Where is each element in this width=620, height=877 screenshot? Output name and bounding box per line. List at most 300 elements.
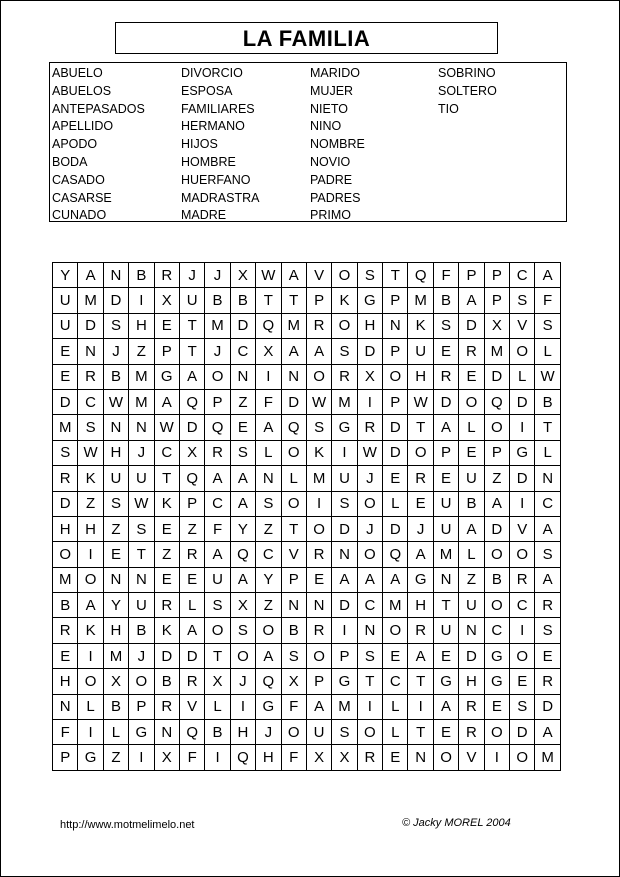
- grid-cell[interactable]: S: [510, 694, 535, 719]
- grid-cell[interactable]: X: [484, 313, 509, 338]
- grid-cell[interactable]: V: [179, 694, 204, 719]
- grid-cell[interactable]: N: [281, 593, 306, 618]
- grid-cell[interactable]: J: [205, 263, 230, 288]
- grid-cell[interactable]: P: [383, 389, 408, 414]
- grid-cell[interactable]: O: [306, 643, 331, 668]
- grid-cell[interactable]: N: [535, 466, 560, 491]
- grid-cell[interactable]: S: [535, 618, 560, 643]
- grid-cell[interactable]: X: [154, 745, 179, 770]
- grid-cell[interactable]: C: [383, 669, 408, 694]
- grid-cell[interactable]: D: [484, 516, 509, 541]
- grid-cell[interactable]: N: [230, 364, 255, 389]
- grid-cell[interactable]: O: [510, 542, 535, 567]
- grid-cell[interactable]: Y: [53, 263, 78, 288]
- grid-cell[interactable]: D: [459, 313, 484, 338]
- grid-cell[interactable]: G: [510, 440, 535, 465]
- grid-cell[interactable]: U: [433, 618, 458, 643]
- grid-cell[interactable]: S: [332, 720, 357, 745]
- grid-cell[interactable]: D: [484, 364, 509, 389]
- grid-cell[interactable]: I: [129, 745, 154, 770]
- grid-cell[interactable]: H: [53, 669, 78, 694]
- grid-cell[interactable]: V: [306, 263, 331, 288]
- grid-cell[interactable]: F: [179, 745, 204, 770]
- grid-cell[interactable]: Y: [103, 593, 128, 618]
- grid-cell[interactable]: P: [332, 643, 357, 668]
- grid-cell[interactable]: G: [154, 364, 179, 389]
- grid-cell[interactable]: Z: [256, 593, 281, 618]
- grid-cell[interactable]: E: [179, 567, 204, 592]
- grid-cell[interactable]: A: [332, 567, 357, 592]
- grid-cell[interactable]: P: [383, 339, 408, 364]
- grid-cell[interactable]: N: [154, 720, 179, 745]
- grid-cell[interactable]: P: [154, 339, 179, 364]
- grid-cell[interactable]: T: [535, 415, 560, 440]
- grid-cell[interactable]: I: [205, 745, 230, 770]
- grid-cell[interactable]: A: [281, 339, 306, 364]
- grid-cell[interactable]: S: [230, 440, 255, 465]
- grid-cell[interactable]: C: [510, 593, 535, 618]
- grid-cell[interactable]: D: [383, 516, 408, 541]
- grid-cell[interactable]: Z: [256, 516, 281, 541]
- grid-cell[interactable]: G: [256, 694, 281, 719]
- grid-cell[interactable]: Y: [230, 516, 255, 541]
- grid-cell[interactable]: I: [408, 694, 433, 719]
- grid-cell[interactable]: A: [256, 643, 281, 668]
- grid-cell[interactable]: L: [179, 593, 204, 618]
- grid-cell[interactable]: S: [357, 643, 382, 668]
- grid-cell[interactable]: X: [357, 364, 382, 389]
- grid-cell[interactable]: N: [383, 313, 408, 338]
- grid-cell[interactable]: O: [510, 643, 535, 668]
- grid-cell[interactable]: S: [281, 643, 306, 668]
- grid-cell[interactable]: S: [332, 339, 357, 364]
- grid-cell[interactable]: O: [306, 364, 331, 389]
- grid-cell[interactable]: L: [256, 440, 281, 465]
- grid-cell[interactable]: O: [433, 745, 458, 770]
- grid-cell[interactable]: I: [78, 542, 103, 567]
- grid-cell[interactable]: R: [53, 618, 78, 643]
- grid-cell[interactable]: F: [256, 389, 281, 414]
- grid-cell[interactable]: W: [306, 389, 331, 414]
- grid-cell[interactable]: M: [129, 389, 154, 414]
- grid-cell[interactable]: P: [433, 440, 458, 465]
- grid-cell[interactable]: K: [332, 288, 357, 313]
- grid-cell[interactable]: K: [154, 491, 179, 516]
- grid-cell[interactable]: S: [357, 263, 382, 288]
- grid-cell[interactable]: J: [129, 643, 154, 668]
- grid-cell[interactable]: N: [281, 364, 306, 389]
- grid-cell[interactable]: H: [408, 593, 433, 618]
- grid-cell[interactable]: C: [78, 389, 103, 414]
- grid-cell[interactable]: P: [179, 491, 204, 516]
- grid-cell[interactable]: M: [535, 745, 560, 770]
- grid-cell[interactable]: D: [103, 288, 128, 313]
- grid-cell[interactable]: M: [383, 593, 408, 618]
- grid-cell[interactable]: E: [383, 745, 408, 770]
- grid-cell[interactable]: B: [433, 288, 458, 313]
- grid-cell[interactable]: A: [459, 516, 484, 541]
- grid-cell[interactable]: X: [205, 669, 230, 694]
- grid-cell[interactable]: Q: [256, 313, 281, 338]
- grid-cell[interactable]: Q: [484, 389, 509, 414]
- grid-cell[interactable]: X: [281, 669, 306, 694]
- grid-cell[interactable]: J: [357, 466, 382, 491]
- grid-cell[interactable]: A: [535, 516, 560, 541]
- grid-cell[interactable]: O: [281, 440, 306, 465]
- grid-cell[interactable]: Z: [129, 339, 154, 364]
- grid-cell[interactable]: N: [103, 415, 128, 440]
- grid-cell[interactable]: P: [459, 263, 484, 288]
- grid-cell[interactable]: W: [408, 389, 433, 414]
- grid-cell[interactable]: E: [383, 643, 408, 668]
- grid-cell[interactable]: G: [332, 415, 357, 440]
- grid-cell[interactable]: C: [256, 542, 281, 567]
- grid-cell[interactable]: M: [78, 288, 103, 313]
- grid-cell[interactable]: S: [103, 313, 128, 338]
- grid-cell[interactable]: O: [357, 491, 382, 516]
- grid-cell[interactable]: J: [230, 669, 255, 694]
- grid-cell[interactable]: Q: [281, 415, 306, 440]
- grid-cell[interactable]: P: [205, 389, 230, 414]
- grid-cell[interactable]: O: [357, 542, 382, 567]
- grid-cell[interactable]: R: [306, 542, 331, 567]
- grid-cell[interactable]: V: [510, 313, 535, 338]
- grid-cell[interactable]: Q: [383, 542, 408, 567]
- grid-cell[interactable]: C: [535, 491, 560, 516]
- grid-cell[interactable]: M: [408, 288, 433, 313]
- grid-cell[interactable]: C: [357, 593, 382, 618]
- grid-cell[interactable]: E: [433, 339, 458, 364]
- grid-cell[interactable]: F: [53, 720, 78, 745]
- grid-cell[interactable]: L: [459, 542, 484, 567]
- grid-cell[interactable]: R: [433, 364, 458, 389]
- grid-cell[interactable]: P: [383, 288, 408, 313]
- website-link[interactable]: http://www.motmelimelo.net: [60, 819, 195, 831]
- grid-cell[interactable]: G: [484, 643, 509, 668]
- grid-cell[interactable]: B: [205, 720, 230, 745]
- grid-cell[interactable]: A: [281, 263, 306, 288]
- grid-cell[interactable]: H: [459, 669, 484, 694]
- grid-cell[interactable]: E: [383, 466, 408, 491]
- grid-cell[interactable]: R: [154, 593, 179, 618]
- grid-cell[interactable]: O: [484, 542, 509, 567]
- grid-cell[interactable]: V: [510, 516, 535, 541]
- grid-cell[interactable]: D: [78, 313, 103, 338]
- grid-cell[interactable]: A: [230, 466, 255, 491]
- grid-cell[interactable]: R: [332, 364, 357, 389]
- grid-cell[interactable]: O: [230, 643, 255, 668]
- grid-cell[interactable]: B: [154, 669, 179, 694]
- grid-cell[interactable]: M: [484, 339, 509, 364]
- grid-cell[interactable]: R: [408, 618, 433, 643]
- grid-cell[interactable]: G: [408, 567, 433, 592]
- grid-cell[interactable]: E: [154, 313, 179, 338]
- grid-cell[interactable]: R: [179, 669, 204, 694]
- grid-cell[interactable]: M: [332, 694, 357, 719]
- grid-cell[interactable]: J: [179, 263, 204, 288]
- grid-cell[interactable]: P: [281, 567, 306, 592]
- grid-cell[interactable]: D: [281, 389, 306, 414]
- grid-cell[interactable]: Q: [408, 263, 433, 288]
- grid-cell[interactable]: A: [459, 288, 484, 313]
- grid-cell[interactable]: R: [408, 466, 433, 491]
- grid-cell[interactable]: E: [306, 567, 331, 592]
- grid-cell[interactable]: O: [205, 618, 230, 643]
- grid-cell[interactable]: A: [535, 263, 560, 288]
- grid-cell[interactable]: N: [306, 593, 331, 618]
- grid-cell[interactable]: U: [433, 516, 458, 541]
- grid-cell[interactable]: K: [78, 618, 103, 643]
- grid-cell[interactable]: I: [484, 745, 509, 770]
- grid-cell[interactable]: I: [256, 364, 281, 389]
- grid-cell[interactable]: W: [256, 263, 281, 288]
- grid-cell[interactable]: E: [53, 643, 78, 668]
- grid-cell[interactable]: E: [433, 720, 458, 745]
- grid-cell[interactable]: A: [306, 694, 331, 719]
- grid-cell[interactable]: J: [256, 720, 281, 745]
- grid-cell[interactable]: D: [433, 389, 458, 414]
- grid-cell[interactable]: S: [535, 542, 560, 567]
- grid-cell[interactable]: B: [205, 288, 230, 313]
- grid-cell[interactable]: B: [103, 694, 128, 719]
- grid-cell[interactable]: S: [433, 313, 458, 338]
- grid-cell[interactable]: T: [179, 313, 204, 338]
- grid-cell[interactable]: I: [78, 643, 103, 668]
- grid-cell[interactable]: N: [408, 745, 433, 770]
- grid-cell[interactable]: B: [230, 288, 255, 313]
- grid-cell[interactable]: A: [357, 567, 382, 592]
- grid-cell[interactable]: W: [357, 440, 382, 465]
- grid-cell[interactable]: Q: [256, 669, 281, 694]
- grid-cell[interactable]: D: [383, 440, 408, 465]
- grid-cell[interactable]: I: [332, 618, 357, 643]
- grid-cell[interactable]: Z: [484, 466, 509, 491]
- grid-cell[interactable]: R: [459, 694, 484, 719]
- grid-cell[interactable]: S: [78, 415, 103, 440]
- grid-cell[interactable]: A: [230, 567, 255, 592]
- grid-cell[interactable]: C: [510, 263, 535, 288]
- grid-cell[interactable]: H: [408, 364, 433, 389]
- grid-cell[interactable]: D: [53, 491, 78, 516]
- grid-cell[interactable]: T: [205, 643, 230, 668]
- grid-cell[interactable]: D: [459, 643, 484, 668]
- grid-cell[interactable]: E: [459, 440, 484, 465]
- grid-cell[interactable]: E: [154, 567, 179, 592]
- grid-cell[interactable]: E: [53, 364, 78, 389]
- grid-cell[interactable]: T: [179, 339, 204, 364]
- grid-cell[interactable]: X: [179, 440, 204, 465]
- grid-cell[interactable]: D: [179, 415, 204, 440]
- grid-cell[interactable]: N: [332, 542, 357, 567]
- grid-cell[interactable]: I: [357, 694, 382, 719]
- grid-cell[interactable]: X: [154, 288, 179, 313]
- grid-cell[interactable]: J: [129, 440, 154, 465]
- grid-cell[interactable]: S: [205, 593, 230, 618]
- grid-cell[interactable]: D: [179, 643, 204, 668]
- grid-cell[interactable]: O: [281, 720, 306, 745]
- grid-cell[interactable]: N: [78, 339, 103, 364]
- grid-cell[interactable]: S: [306, 415, 331, 440]
- grid-cell[interactable]: W: [103, 389, 128, 414]
- grid-cell[interactable]: I: [78, 720, 103, 745]
- grid-cell[interactable]: S: [103, 491, 128, 516]
- grid-cell[interactable]: U: [205, 567, 230, 592]
- grid-cell[interactable]: X: [230, 263, 255, 288]
- grid-cell[interactable]: B: [281, 618, 306, 643]
- grid-cell[interactable]: G: [332, 669, 357, 694]
- grid-cell[interactable]: Q: [179, 466, 204, 491]
- grid-cell[interactable]: A: [433, 694, 458, 719]
- grid-cell[interactable]: E: [484, 694, 509, 719]
- grid-cell[interactable]: S: [332, 491, 357, 516]
- grid-cell[interactable]: A: [256, 415, 281, 440]
- grid-cell[interactable]: I: [129, 288, 154, 313]
- grid-cell[interactable]: U: [433, 491, 458, 516]
- grid-cell[interactable]: T: [433, 593, 458, 618]
- grid-cell[interactable]: D: [383, 415, 408, 440]
- grid-cell[interactable]: P: [484, 263, 509, 288]
- grid-cell[interactable]: D: [332, 516, 357, 541]
- grid-cell[interactable]: Q: [230, 542, 255, 567]
- grid-cell[interactable]: D: [510, 720, 535, 745]
- grid-cell[interactable]: U: [53, 313, 78, 338]
- grid-cell[interactable]: Q: [230, 745, 255, 770]
- grid-cell[interactable]: T: [281, 288, 306, 313]
- grid-cell[interactable]: A: [408, 643, 433, 668]
- grid-cell[interactable]: U: [103, 466, 128, 491]
- grid-cell[interactable]: X: [230, 593, 255, 618]
- grid-cell[interactable]: U: [408, 339, 433, 364]
- grid-cell[interactable]: R: [78, 364, 103, 389]
- grid-cell[interactable]: O: [383, 618, 408, 643]
- grid-cell[interactable]: T: [281, 516, 306, 541]
- grid-cell[interactable]: A: [205, 542, 230, 567]
- grid-cell[interactable]: P: [306, 288, 331, 313]
- grid-cell[interactable]: P: [306, 669, 331, 694]
- grid-cell[interactable]: R: [53, 466, 78, 491]
- grid-cell[interactable]: H: [357, 313, 382, 338]
- grid-cell[interactable]: E: [230, 415, 255, 440]
- grid-cell[interactable]: C: [154, 440, 179, 465]
- grid-cell[interactable]: T: [408, 669, 433, 694]
- grid-cell[interactable]: B: [535, 389, 560, 414]
- grid-cell[interactable]: I: [332, 440, 357, 465]
- grid-cell[interactable]: O: [332, 313, 357, 338]
- grid-cell[interactable]: K: [78, 466, 103, 491]
- grid-cell[interactable]: D: [357, 339, 382, 364]
- grid-cell[interactable]: O: [510, 745, 535, 770]
- grid-cell[interactable]: N: [256, 466, 281, 491]
- grid-cell[interactable]: R: [154, 694, 179, 719]
- grid-cell[interactable]: F: [205, 516, 230, 541]
- grid-cell[interactable]: P: [484, 288, 509, 313]
- grid-cell[interactable]: U: [306, 720, 331, 745]
- grid-cell[interactable]: W: [535, 364, 560, 389]
- grid-cell[interactable]: T: [383, 263, 408, 288]
- grid-cell[interactable]: A: [484, 491, 509, 516]
- grid-cell[interactable]: G: [357, 288, 382, 313]
- grid-cell[interactable]: B: [484, 567, 509, 592]
- grid-cell[interactable]: J: [408, 516, 433, 541]
- grid-cell[interactable]: L: [535, 440, 560, 465]
- grid-cell[interactable]: B: [129, 618, 154, 643]
- grid-cell[interactable]: T: [408, 415, 433, 440]
- grid-cell[interactable]: C: [205, 491, 230, 516]
- grid-cell[interactable]: D: [53, 389, 78, 414]
- grid-cell[interactable]: R: [179, 542, 204, 567]
- grid-cell[interactable]: C: [230, 339, 255, 364]
- grid-cell[interactable]: L: [535, 339, 560, 364]
- grid-cell[interactable]: R: [306, 313, 331, 338]
- grid-cell[interactable]: O: [484, 593, 509, 618]
- grid-cell[interactable]: U: [53, 288, 78, 313]
- grid-cell[interactable]: Z: [78, 491, 103, 516]
- grid-cell[interactable]: D: [510, 466, 535, 491]
- grid-cell[interactable]: X: [332, 745, 357, 770]
- grid-cell[interactable]: O: [78, 669, 103, 694]
- grid-cell[interactable]: O: [205, 364, 230, 389]
- grid-cell[interactable]: A: [535, 567, 560, 592]
- grid-cell[interactable]: B: [459, 491, 484, 516]
- grid-cell[interactable]: O: [408, 440, 433, 465]
- grid-cell[interactable]: A: [154, 389, 179, 414]
- grid-cell[interactable]: X: [103, 669, 128, 694]
- grid-cell[interactable]: F: [433, 263, 458, 288]
- grid-cell[interactable]: J: [103, 339, 128, 364]
- grid-cell[interactable]: O: [357, 720, 382, 745]
- grid-cell[interactable]: T: [256, 288, 281, 313]
- grid-cell[interactable]: S: [230, 618, 255, 643]
- grid-cell[interactable]: R: [459, 720, 484, 745]
- grid-cell[interactable]: V: [281, 542, 306, 567]
- grid-cell[interactable]: O: [484, 720, 509, 745]
- grid-cell[interactable]: O: [256, 618, 281, 643]
- grid-cell[interactable]: I: [510, 415, 535, 440]
- grid-cell[interactable]: T: [154, 466, 179, 491]
- grid-cell[interactable]: U: [459, 593, 484, 618]
- grid-cell[interactable]: U: [459, 466, 484, 491]
- grid-cell[interactable]: N: [129, 415, 154, 440]
- grid-cell[interactable]: S: [129, 516, 154, 541]
- grid-cell[interactable]: Q: [179, 720, 204, 745]
- grid-cell[interactable]: L: [103, 720, 128, 745]
- grid-cell[interactable]: E: [459, 364, 484, 389]
- grid-cell[interactable]: D: [230, 313, 255, 338]
- grid-cell[interactable]: C: [484, 618, 509, 643]
- grid-cell[interactable]: Z: [179, 516, 204, 541]
- grid-cell[interactable]: I: [357, 389, 382, 414]
- grid-cell[interactable]: F: [281, 694, 306, 719]
- grid-cell[interactable]: O: [78, 567, 103, 592]
- grid-cell[interactable]: H: [103, 618, 128, 643]
- grid-cell[interactable]: E: [53, 339, 78, 364]
- grid-cell[interactable]: O: [306, 516, 331, 541]
- grid-cell[interactable]: I: [306, 491, 331, 516]
- grid-cell[interactable]: H: [103, 440, 128, 465]
- grid-cell[interactable]: K: [408, 313, 433, 338]
- grid-cell[interactable]: P: [53, 745, 78, 770]
- grid-cell[interactable]: V: [459, 745, 484, 770]
- grid-cell[interactable]: W: [129, 491, 154, 516]
- grid-cell[interactable]: U: [332, 466, 357, 491]
- grid-cell[interactable]: L: [510, 364, 535, 389]
- grid-cell[interactable]: Z: [154, 542, 179, 567]
- grid-cell[interactable]: O: [281, 491, 306, 516]
- grid-cell[interactable]: H: [230, 720, 255, 745]
- grid-cell[interactable]: O: [510, 339, 535, 364]
- grid-cell[interactable]: N: [433, 567, 458, 592]
- grid-cell[interactable]: N: [357, 618, 382, 643]
